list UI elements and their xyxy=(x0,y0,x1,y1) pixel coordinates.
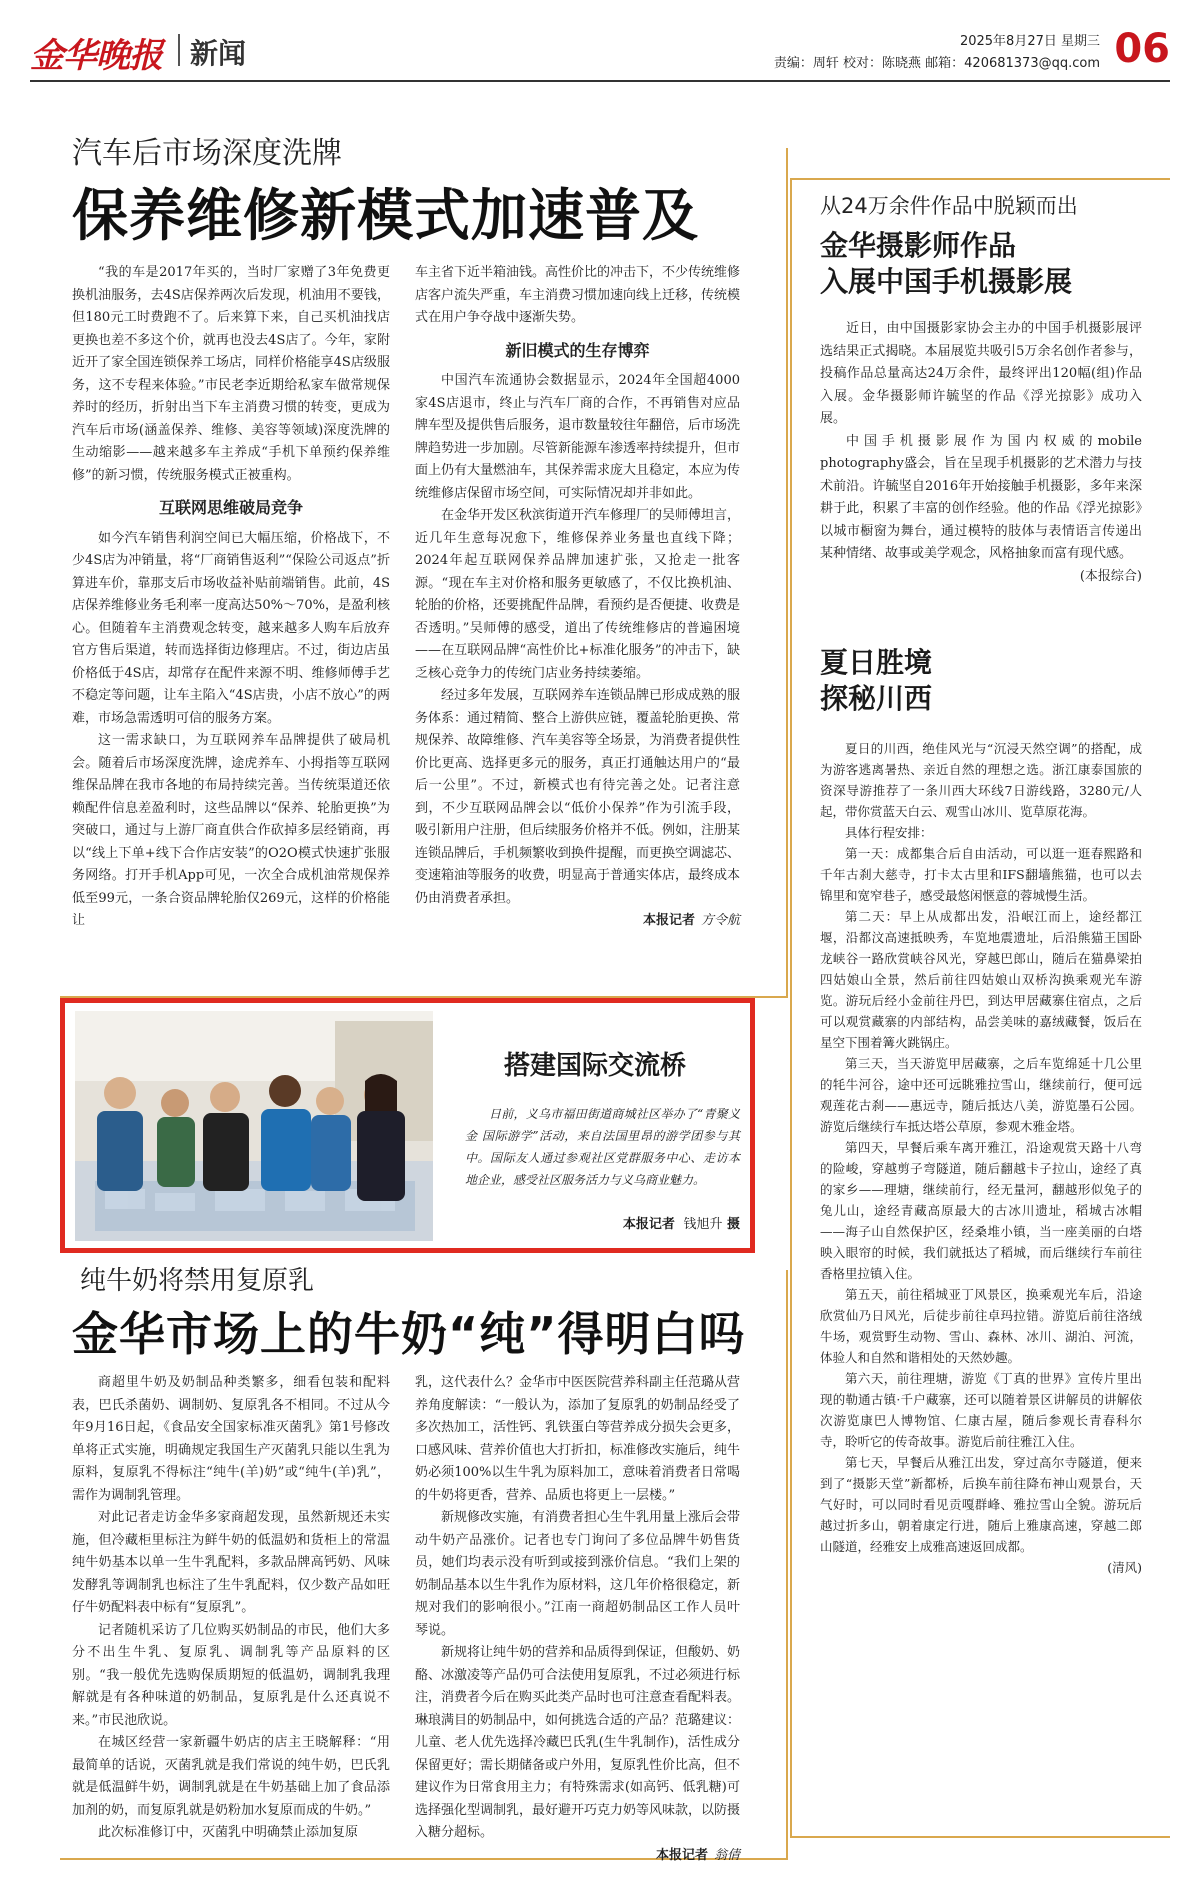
newspaper-logo: 金华晚报 xyxy=(30,36,162,76)
article2-kicker: 纯牛奶将禁用复原乳 xyxy=(80,1266,315,1296)
article1-paragraph: 经过多年发展，互联网养车连锁品牌已形成成熟的服务体系：通过精简、整合上游供应链，覆盖轮胎更换、常规保养、故障维修、汽车美容等全场景，为消费者提供性价比更高、选择更多元的服务，真正打通触达用户的“最后一公里”。不过，新模式也有待完善之处。记者注意到，不少互联网品牌会以“低价小保养”作为引流手段，吸引新用户注册，但后续服务价格并不低。例如，注册某连锁品牌后，手机频繁收到换件提醒，而更换空调滤芯、变速箱油等服务的收费，明显高于普通实体店，最终成本仍由消费者承担。 xyxy=(415,688,741,906)
side2-paragraph: 第一天：成都集合后自由活动，可以逛一逛春熙路和千年古刹大慈寺，打卡太古里和IFS翻墙熊猫，也可以去锦里和宽窄巷子，感受最悠闲惬意的蓉城慢生活。 xyxy=(820,846,1142,903)
side2-paragraph: 第二天：早上从成都出发，沿岷江而上，途经都江堰，沿都汶高速抵映秀，车览地震遗址，后沿熊猫王国卧龙峡谷一路欣赏峡谷风光，穿越巴郎山，随后在猫鼻梁拍四姑娘山全景，然后前往四姑娘山双桥沟换乘观光车游览。游玩后经小金前往丹巴，到达甲居藏寨住宿点，之后可以观赏藏寨的内部结构，品尝美味的嘉绒藏餐，饭后在星空下围着篝火跳锅庄。 xyxy=(820,909,1142,1050)
side2-headline-line2: 探秘川西 xyxy=(820,682,933,715)
side2-paragraph: 第三天，当天游览甲居藏寨，之后车览绵延十几公里的牦牛河谷，途中还可远眺雅拉雪山，继续前行，便可远观莲花古刹——惠远寺，随后抵达八美，游览墨石公园。游览后继续行车抵达塔公草原，参观木雅金塔。 xyxy=(820,1056,1142,1134)
byline-name: 翁倩 xyxy=(713,1847,740,1863)
side2-paragraph: 具体行程安排： xyxy=(845,825,933,840)
side1-paragraph: 中国手机摄影展作为国内权威的mobile photography盛会，旨在呈现手机摄影的艺术潜力与技术前沿。许毓坚自2016年开始接触手机摄影，多年来深耕于此，积累了丰富的创作经验。他的作品《浮光掠影》以城市橱窗为舞台，通过模特的肢体与表情语言传递出某种情绪、故事或美学观念，风格抽象而富有现代感。 xyxy=(820,433,1142,561)
editor-credits: 责编：周轩 校对：陈晓燕 邮箱：420681373@qq.com xyxy=(773,56,1100,71)
side2-source-note: (清风) xyxy=(1107,1560,1142,1575)
article2-paragraph: 此次标准修订中，灭菌乳中明确禁止添加复原 xyxy=(98,1825,359,1840)
side2-headline-line1: 夏日胜境 xyxy=(820,646,933,679)
side2-paragraph: 第四天，早餐后乘车离开雅江，沿途观赏天路十八弯的险峻，穿越剪子弯隧道，随后翻越卡子拉山，途经了真的家乡——理塘，继续前行，经无量河，翻越形似兔子的兔儿山，途经青藏高原最大的古冰川遗址，稻城古冰帽——海子山自然保护区，经桑堆小镇，当一座美丽的白塔映入眼帘的时候，我们就抵达了稻城，而后继续行车前往香格里拉镇入住。 xyxy=(820,1140,1142,1281)
article2-paragraph: 乳，这代表什么？金华市中医医院营养科副主任范璐从营养角度解读：“一般认为，添加了复原乳的奶制品经受了多次热加工，活性钙、乳铁蛋白等营养成分损失会更多，口感风味、营养价值也大打折扣，标准修改实施后，纯牛奶必须100%以生牛乳为原料加工，意味着消费者日常喝的牛奶将更香，营养、品质也将更上一层楼。” xyxy=(415,1375,741,1503)
event-photo xyxy=(75,1011,433,1241)
article1-paragraph: 在金华开发区秋滨街道开汽车修理厂的吴师傅坦言，近几年生意每况愈下，维修保养业务量也直线下降；2024年起互联网保养品牌加速扩张，又抢走一批客源。“现在车主对价格和服务更敏感了，不仅比换机油、轮胎的价格，还要挑配件品牌，看预约是否便捷、收费是否透明。”吴师傅的感受，道出了传统维修店的普遍困境——在互联网品牌“高性价比+标准化服务”的冲击下，缺乏核心竞争力的传统门店业务持续萎缩。 xyxy=(415,508,741,681)
photo-feature xyxy=(60,998,755,1253)
side2-paragraph: 第五天，前往稻城亚丁风景区，换乘观光车后，沿途欣赏仙乃日风光，后徒步前往卓玛拉错。游览后前往洛绒牛场，观赏野生动物、雪山、森林、冰川、湖泊、河流，体验人和自然和谐相处的天然妙趣。 xyxy=(820,1287,1142,1365)
article2-headline: 金华市场上的牛奶“纯”得明白吗 xyxy=(72,1307,746,1361)
article1-column-2 xyxy=(415,262,740,933)
article2-paragraph: 新规修改实施，有消费者担心生牛乳用量上涨后会带动牛奶产品涨价。记者也专门询问了多位品牌牛奶售货员，她们均表示没有听到或接到涨价信息。“我们上架的奶制品基本以生牛乳作为原材料，这几年价格很稳定，新规对我们的影响很小。”江南一商超奶制品区工作人员叶琴说。 xyxy=(415,1510,741,1638)
side2-paragraph: 夏日的川西，绝佳风光与“沉浸天然空调”的搭配，成为游客逃离暑热、亲近自然的理想之选。浙江康泰国旅的资深导游推荐了一条川西大环线7日游线路，3280元/人起，带你赏蓝天白云、观雪山冰川、览草原花海。 xyxy=(820,741,1142,819)
article1-paragraph: “我的车是2017年买的，当时厂家赠了3年免费更换机油服务，去4S店保养两次后发现，机油用不要钱，但180元工时费跑不了。后来算下来，自己买机油找店更换也差不多这个价，就再也没去4S店了。今年，家附近开了家全国连锁保养工场店，同样价格能享4S店级服务，这不专程来体验。”市民老李近期给私家车做常规保养时的经历，折射出当下车主消费习惯的转变，更成为汽车后市场(涵盖保养、维修、美容等领域)深度洗牌的生动缩影——越来越多车主养成“手机下单预约保养维修”的新习惯，传统服务模式正被重构。 xyxy=(72,265,390,483)
side2-paragraph: 第七天，早餐后从雅江出发，穿过高尔寺隧道，便来到了“摄影天堂”新都桥，后换车前往降布神山观景台，天气好时，可以同时看见贡嘎群峰、雅拉雪山全貌。游玩后越过折多山，朝着康定行进，随后上雅康高速，穿越二郎山隧道，经雅安上成雅高速返回成都。 xyxy=(820,1455,1142,1554)
article2-column-1 xyxy=(72,1372,390,1845)
masthead-divider xyxy=(178,34,180,66)
article1-paragraph: 如今汽车销售利润空间已大幅压缩，价格战下，不少4S店为冲销量，将“厂商销售返利”“保险公司返点”折算进车价，靠那支后市场收益补贴前端销售。此前，4S店保养维修业务毛利率一度高达50%～70%，是盈利核心。但随着车主消费观念转变，越来越多人购车后放弃官方售后渠道，转而选择街边修理店。不过，街边店虽价格低于4S店，却常存在配件来源不明、维修师傅手艺不稳定等问题，让车主陷入“4S店贵，小店不放心”的两难，市场急需透明可信的服务方案。 xyxy=(72,530,390,726)
side1-headline-line1: 金华摄影师作品 xyxy=(820,229,1017,262)
side1-source-note: (本报综合) xyxy=(1079,568,1142,584)
side1-headline-line2: 入展中国手机摄影展 xyxy=(820,265,1073,298)
article1-column-1 xyxy=(72,262,390,933)
side1-body xyxy=(820,318,1142,588)
article2-paragraph: 商超里牛奶及奶制品种类繁多，细看包装和配料表，巴氏杀菌奶、调制奶、复原乳各不相同。不过从今年9月16日起，《食品安全国家标准灭菌乳》第1号修改单将正式实施，明确规定我国生产灭菌乳只能以生乳为原料，复原乳不得标注“纯牛(羊)奶”或“纯牛(羊)乳”，需作为调制乳管理。 xyxy=(72,1375,390,1503)
side1-paragraph: 近日，由中国摄影家协会主办的中国手机摄影展评选结果正式揭晓。本届展览共吸引5万余名创作者参与，投稿作品总量高达24万余件，最终评出120幅(组)作品入展。金华摄影师许毓坚的作品《浮光掠影》成功入展。 xyxy=(820,321,1142,426)
photo-caption: 日前，义乌市福田街道商城社区举办了“青聚义金 国际游学”活动，来自法国里昂的游学团参与其中。国际友人通过参观社区党群服务中心、走访本地企业，感受社区服务活力与义乌商业魅力。 xyxy=(465,1107,740,1187)
side2-headline xyxy=(820,645,1120,717)
page-number: 06 xyxy=(1114,26,1170,72)
credit-label: 本报记者 xyxy=(622,1217,675,1232)
article1-subhead: 新旧模式的生存博弈 xyxy=(505,340,650,360)
side2-body xyxy=(820,738,1142,1578)
article1-byline xyxy=(415,910,740,933)
issue-date: 2025年8月27日 星期三 xyxy=(959,34,1100,49)
masthead xyxy=(30,28,1170,78)
byline-label: 本报记者 xyxy=(642,913,695,928)
credit-suffix: 摄 xyxy=(726,1217,740,1232)
article2-paragraph: 记者随机采访了几位购买奶制品的市民，他们大多分不出生牛乳、复原乳、调制乳等产品原料的区别。“我一般优先选购保质期短的低温奶，调制乳我理解就是有各种味道的奶制品，复原乳是什么还真说不来。”市民池欣说。 xyxy=(72,1622,390,1728)
side2-paragraph: 第六天，前往理塘，游览《丁真的世界》宣传片里出现的勒通古镇·千户藏寨，还可以随着景区讲解员的讲解依次游览康巴人博物馆、仁康古屋，随后参观长青春科尔寺，聆听它的传奇故事。游览后前往雅江入住。 xyxy=(820,1371,1142,1449)
credit-name: 钱旭升 xyxy=(683,1217,723,1232)
photo-title: 搭建国际交流桥 xyxy=(503,1051,686,1081)
article1-headline: 保养维修新模式加速普及 xyxy=(72,184,699,249)
article2-paragraph: 对此记者走访金华多家商超发现，虽然新规还未实施，但冷藏柜里标注为鲜牛奶的低温奶和货柜上的常温纯牛奶基本以单一生牛乳配料，多款品牌高钙奶、风味发酵乳等调制乳也标注了生牛乳配料，仅少数产品如旺仔牛奶配料表中标有“复原乳”。 xyxy=(72,1510,390,1615)
article2-paragraph: 新规将让纯牛奶的营养和品质得到保证，但酸奶、奶酪、冰激凌等产品仍可合法使用复原乳，不过必须进行标注，消费者今后在购买此类产品时也可注意查看配料表。琳琅满目的奶制品中，如何挑选合适的产品？范璐建议：儿童、老人优先选择冷藏巴氏乳(生牛乳制作)，活性成分保留更好；需长期储备或户外用，复原乳性价比高，但不建议作为日常食用主力；有特殊需求(如高钙、低乳糖)可选择强化型调制乳，最好避开巧克力奶等风味款，以防摄入糖分超标。 xyxy=(415,1645,741,1840)
photo-credit xyxy=(465,1213,740,1232)
photo-illustration xyxy=(75,1011,433,1241)
masthead-rule xyxy=(30,80,1170,82)
side1-kicker: 从24万余件作品中脱颖而出 xyxy=(820,194,1078,218)
article1-kicker: 汽车后市场深度洗牌 xyxy=(72,136,342,171)
article2-column-2 xyxy=(415,1372,740,1867)
article1-paragraph: 中国汽车流通协会数据显示，2024年全国超4000家4S店退市，终止与汽车厂商的合作，不再销售对应品牌车型及提供售后服务，退市数量较往年翻倍，后市场洗牌趋势进一步加剧。尽管新能源车渗透率持续提升，但市面上仍有大量燃油车，其保养需求庞大且稳定，本应为传统维修店保留市场空间，可实际情况却并非如此。 xyxy=(415,373,741,501)
article1-subhead: 互联网思维破局竞争 xyxy=(158,498,303,517)
article2-paragraph: 在城区经营一家新疆牛奶店的店主王晓解释：“用最简单的话说，灭菌乳就是我们常说的纯牛奶，巴氏乳就是低温鲜牛奶，调制乳就是在牛奶基础上加了食品添加剂的奶，而复原乳就是奶粉加水复原而成的牛奶。” xyxy=(72,1735,390,1818)
article1-paragraph: 这一需求缺口，为互联网养车品牌提供了破局机会。随着后市场深度洗牌，途虎养车、小拇指等互联网维保品牌在我市各地的布局持续完善。当传统渠道还依赖配件信息差盈利时，这些品牌以“保养、轮胎更换”为突破口，通过与上游厂商直供合作砍掉多层经销商，再以“线上下单+线下合作店安装”的O2O模式快速扩张服务网络。打开手机App可见，一次全合成机油常规保养低至99元，一条合资品牌轮胎仅269元，这样的价格能让 xyxy=(72,733,390,928)
article2-byline xyxy=(415,1845,740,1868)
byline-label: 本报记者 xyxy=(655,1847,708,1863)
section-name: 新闻 xyxy=(190,37,247,70)
byline-name: 方令航 xyxy=(700,913,740,928)
side1-headline xyxy=(820,228,1120,300)
article1-paragraph: 车主省下近半箱油钱。高性价比的冲击下，不少传统维修店客户流失严重，车主消费习惯加速向线上迁移，传统模式在用户争夺战中逐渐失势。 xyxy=(415,265,741,325)
